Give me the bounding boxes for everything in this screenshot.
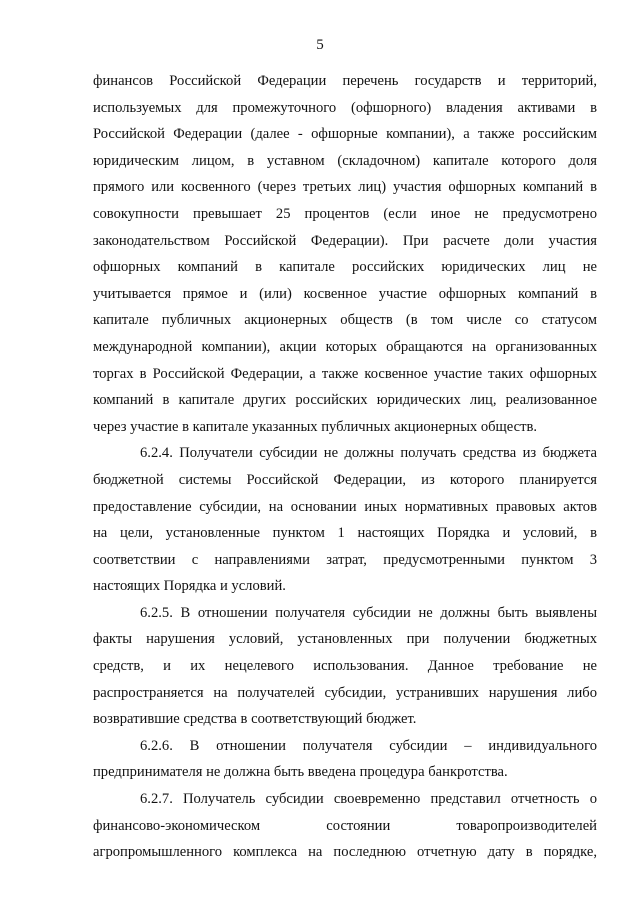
paragraph-6-2-7-first-line: 6.2.7. Получатель субсидии своевременно представил отчетность о <box>140 791 597 808</box>
paragraph-6-2-4-first-line: 6.2.4. Получатели субсидии не должны получать средства из бюджета <box>140 445 597 462</box>
text-line: международной компании), акции которых обращаются на организованных <box>93 338 597 355</box>
text-line: используемых для промежуточного (офшорного) владения активами в <box>93 99 597 116</box>
text-line: торгах в Российской Федерации, а также косвенное участие таких офшорных <box>93 365 597 382</box>
text-line: законодательством Российской Федерации). При расчете доли участия <box>93 232 597 249</box>
paragraph-6-2-5-first-line: 6.2.5. В отношении получателя субсидии не должны быть выявлены <box>140 604 597 621</box>
text-line: капитале публичных акционерных обществ (в том числе со статусом <box>93 312 597 329</box>
text-line: компаний в капитале других российских юридических лиц, реализованное <box>93 392 597 409</box>
text-line: настоящих Порядка и условий. <box>93 578 286 595</box>
text-line: средств, и их нецелевого использования. Данное требование не <box>93 658 597 675</box>
text-line: через участие в капитале указанных публичных акционерных обществ. <box>93 418 538 435</box>
text-line: факты нарушения условий, установленных при получении бюджетных <box>93 631 597 648</box>
text-line: офшорных компаний в капитале российских юридических лиц не <box>93 259 597 276</box>
text-line: юридическим лицом, в уставном (складочном) капитале которого доля <box>93 152 597 169</box>
text-line: предпринимателя не должна быть введена процедура банкротства. <box>93 764 508 781</box>
text-line: учитывается прямое и (или) косвенное участие офшорных компаний в <box>93 285 597 302</box>
document-body <box>93 68 597 866</box>
text-line: бюджетной системы Российской Федерации, из которого планируется <box>93 471 597 488</box>
text-line: прямого или косвенного (через третьих лиц) участия офшорных компаний в <box>93 179 597 196</box>
paragraph-6-2-6-first-line: 6.2.6. В отношении получателя субсидии – индивидуального <box>140 737 597 754</box>
text-line: финансов Российской Федерации перечень государств и территорий, <box>93 73 597 89</box>
text-line: распространяется на получателей субсидии, устранивших нарушения либо <box>93 684 597 701</box>
page-number: 5 <box>316 37 324 53</box>
text-line: на цели, установленные пунктом 1 настоящих Порядка и условий, в <box>93 525 597 542</box>
text-line: возвратившие средства в соответствующий бюджет. <box>93 711 417 728</box>
text-line: совокупности превышает 25 процентов (если иное не предусмотрено <box>93 205 597 222</box>
text-line: финансово-экономическом состоянии товаропроизводителей <box>93 817 597 834</box>
text-line: агропромышленного комплекса на последнюю отчетную дату в порядке, <box>93 844 597 861</box>
text-line: соответствии с направлениями затрат, предусмотренными пунктом 3 <box>93 551 597 568</box>
text-line: предоставление субсидии, на основании иных нормативных правовых актов <box>93 498 597 515</box>
text-line: Российской Федерации (далее - офшорные компании), а также российским <box>93 126 597 143</box>
